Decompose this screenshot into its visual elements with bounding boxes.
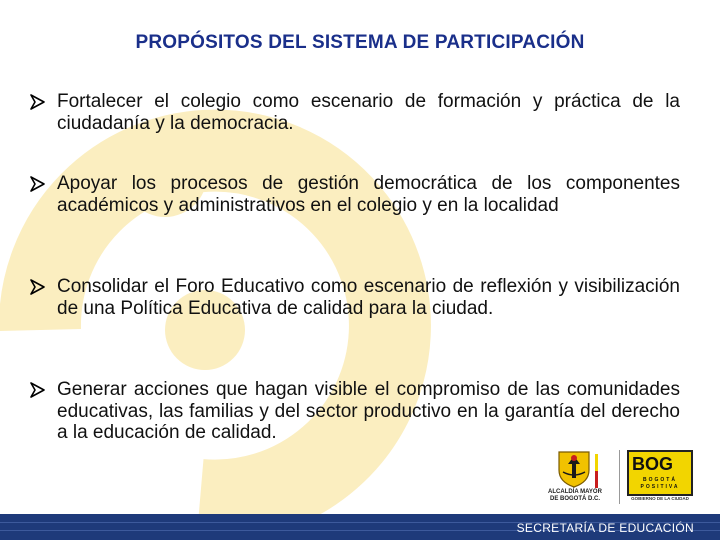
alcaldia-logo [535,446,615,508]
footer-label: SECRETARÍA DE EDUCACIÓN [516,521,694,535]
bullet-text: Apoyar los procesos de gestión democrática de los componentes académicos y administrativos en el colegio y en la localidad [57,173,680,216]
bog-word: BOG [632,454,674,474]
bullet-text: Fortalecer el colegio como escenario de formación y práctica de la ciudadanía y la democracia. [57,91,680,134]
arrow-bullet-icon [30,176,45,192]
bog-sub-1: BOGOTÁ [643,477,677,483]
flag-stripe-icon [595,454,598,488]
arrow-bullet-icon [30,94,45,110]
bogota-positiva-logo [627,450,693,504]
bog-badge [627,450,693,496]
coat-of-arms-icon [555,448,593,488]
bullet-text: Generar acciones que hagan visible el compromiso de las comunidades educativas, las familias y del sector productivo en la garantía del derecho a la educación de calidad. [57,379,680,443]
bog-sub-2: POSITIVA [640,484,680,490]
alcaldia-caption: ALCALDÍA MAYOR DE BOGOTÁ D.C. [548,489,602,502]
bog-caption: GOBIERNO DE LA CIUDAD [631,496,689,501]
arrow-bullet-icon [30,382,45,398]
arrow-bullet-icon [30,279,45,295]
bullet-text: Consolidar el Foro Educativo como escenario de reflexión y visibilización de una Política Educativa de calidad para la ciudad. [57,276,680,319]
page-title: PROPÓSITOS DEL SISTEMA DE PARTICIPACIÓN [135,32,585,53]
footer-bar [0,514,720,540]
logo-divider [619,450,620,504]
logo-group [535,446,695,508]
